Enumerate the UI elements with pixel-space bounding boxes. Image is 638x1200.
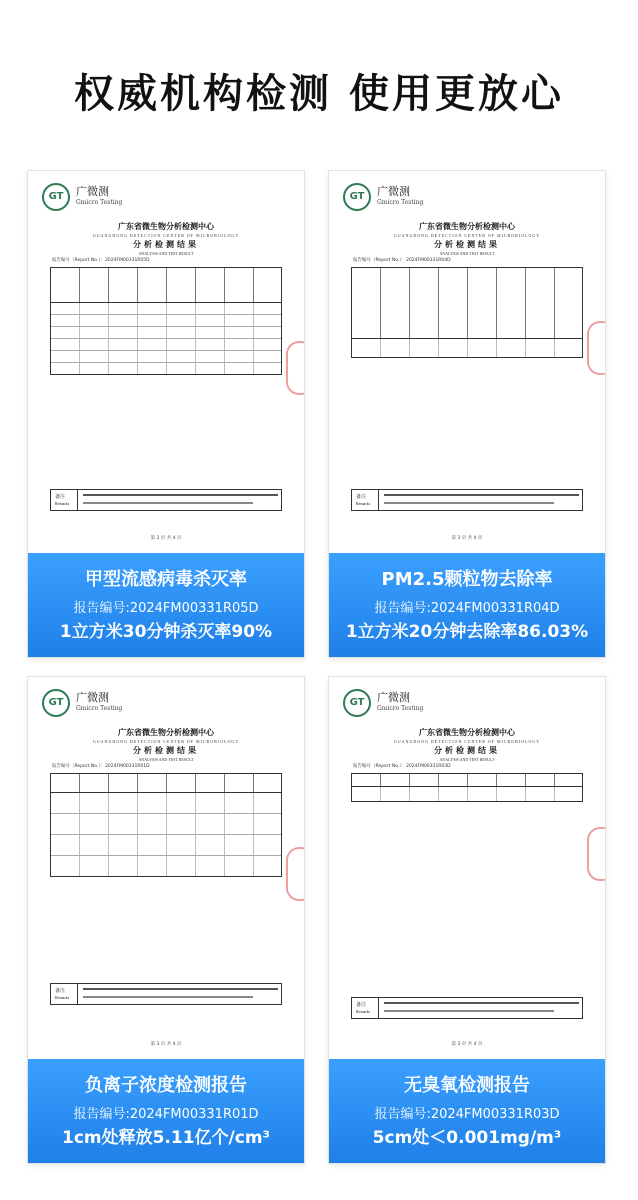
report-title: 分析检测结果 (434, 240, 500, 249)
lab-name-cn: 广微测 (76, 691, 109, 704)
result-table (351, 267, 583, 358)
remarks-box: 备注 Remarks (50, 489, 282, 511)
report-result-label: 1立方米30分钟杀灭率90% (59, 622, 273, 642)
page-number: 第 3 页 共 4 页 (451, 536, 483, 541)
page-headline: 权威机构检测 使用更放心 (74, 71, 564, 117)
remarks-box: 备注 Remarks (351, 489, 583, 511)
report-number-label: 报告编号:2024FM00331R04D (374, 601, 560, 616)
report-title-en: ANALYSIS AND TEST RESULT (439, 251, 495, 256)
lab-name-cn: 广微测 (377, 691, 410, 704)
report-document-image (329, 171, 605, 553)
official-seal (587, 321, 606, 375)
report-card-ozone[interactable] (328, 676, 606, 1164)
report-summary-band (28, 1059, 304, 1163)
org-name-en: GUANGDONG DETECTION CENTER OF MICROBIOLOGY (92, 739, 240, 744)
official-seal (286, 341, 305, 395)
report-card-pm25[interactable] (328, 170, 606, 658)
lab-logo-icon: GT (42, 183, 70, 211)
report-title-en: ANALYSIS AND TEST RESULT (138, 251, 194, 256)
report-number-line: 报告编号（Report No.）：2024FM00331R04D (353, 258, 451, 263)
report-summary-band (28, 553, 304, 657)
report-number-line: 报告编号（Report No.）：2024FM00331R05D (52, 258, 150, 263)
report-title-label: 负离子浓度检测报告 (85, 1075, 247, 1096)
report-number-label: 报告编号:2024FM00331R03D (374, 1107, 560, 1122)
org-name: 广东省微生物分析检测中心 (118, 728, 214, 737)
result-table (50, 267, 282, 375)
remarks-box: 备注 Remarks (351, 997, 583, 1019)
official-seal (286, 847, 305, 901)
org-name-en: GUANGDONG DETECTION CENTER OF MICROBIOLOGY (393, 233, 541, 238)
report-title-label: 无臭氧检测报告 (404, 1075, 530, 1096)
lab-name-en: Gmicro Testing (377, 199, 424, 206)
page-number: 第 3 页 共 4 页 (451, 1042, 483, 1047)
report-title-label: PM2.5颗粒物去除率 (381, 569, 553, 590)
lab-logo-icon: GT (42, 689, 70, 717)
report-card-negative-ion[interactable] (27, 676, 305, 1164)
lab-name-en: Gmicro Testing (76, 199, 123, 206)
report-title: 分析检测结果 (434, 746, 500, 755)
report-title-en: ANALYSIS AND TEST RESULT (439, 757, 495, 762)
report-document-image (28, 677, 304, 1059)
report-title-label: 甲型流感病毒杀灭率 (85, 569, 247, 590)
lab-name-en: Gmicro Testing (76, 705, 123, 712)
report-summary-band (329, 553, 605, 657)
org-name-en: GUANGDONG DETECTION CENTER OF MICROBIOLOGY (393, 739, 541, 744)
report-card-influenza[interactable] (27, 170, 305, 658)
org-name: 广东省微生物分析检测中心 (419, 222, 515, 231)
remarks-box: 备注 Remarks (50, 983, 282, 1005)
report-result-label: 1cm处释放5.11亿个/cm³ (61, 1128, 270, 1148)
lab-logo-icon: GT (343, 183, 371, 211)
org-name: 广东省微生物分析检测中心 (118, 222, 214, 231)
official-seal (587, 827, 606, 881)
lab-name-cn: 广微测 (377, 185, 410, 198)
report-number-label: 报告编号:2024FM00331R01D (73, 1107, 259, 1122)
report-number-label: 报告编号:2024FM00331R05D (73, 601, 259, 616)
report-document-image (329, 677, 605, 1059)
lab-name-cn: 广微测 (76, 185, 109, 198)
result-table (351, 773, 583, 802)
page-number: 第 3 页 共 4 页 (150, 1042, 182, 1047)
report-number-line: 报告编号（Report No.）：2024FM00331R01D (52, 764, 150, 769)
report-result-label: 5cm处＜0.001mg/m³ (372, 1128, 562, 1148)
lab-name-en: Gmicro Testing (377, 705, 424, 712)
page-number: 第 3 页 共 4 页 (150, 536, 182, 541)
lab-logo-icon: GT (343, 689, 371, 717)
report-summary-band (329, 1059, 605, 1163)
result-table (50, 773, 282, 877)
org-name-en: GUANGDONG DETECTION CENTER OF MICROBIOLOGY (92, 233, 240, 238)
report-title: 分析检测结果 (133, 240, 199, 249)
report-number-line: 报告编号（Report No.）：2024FM00331R03D (353, 764, 451, 769)
report-result-label: 1立方米20分钟去除率86.03% (345, 622, 589, 642)
report-title-en: ANALYSIS AND TEST RESULT (138, 757, 194, 762)
report-title: 分析检测结果 (133, 746, 199, 755)
report-document-image (28, 171, 304, 553)
org-name: 广东省微生物分析检测中心 (419, 728, 515, 737)
